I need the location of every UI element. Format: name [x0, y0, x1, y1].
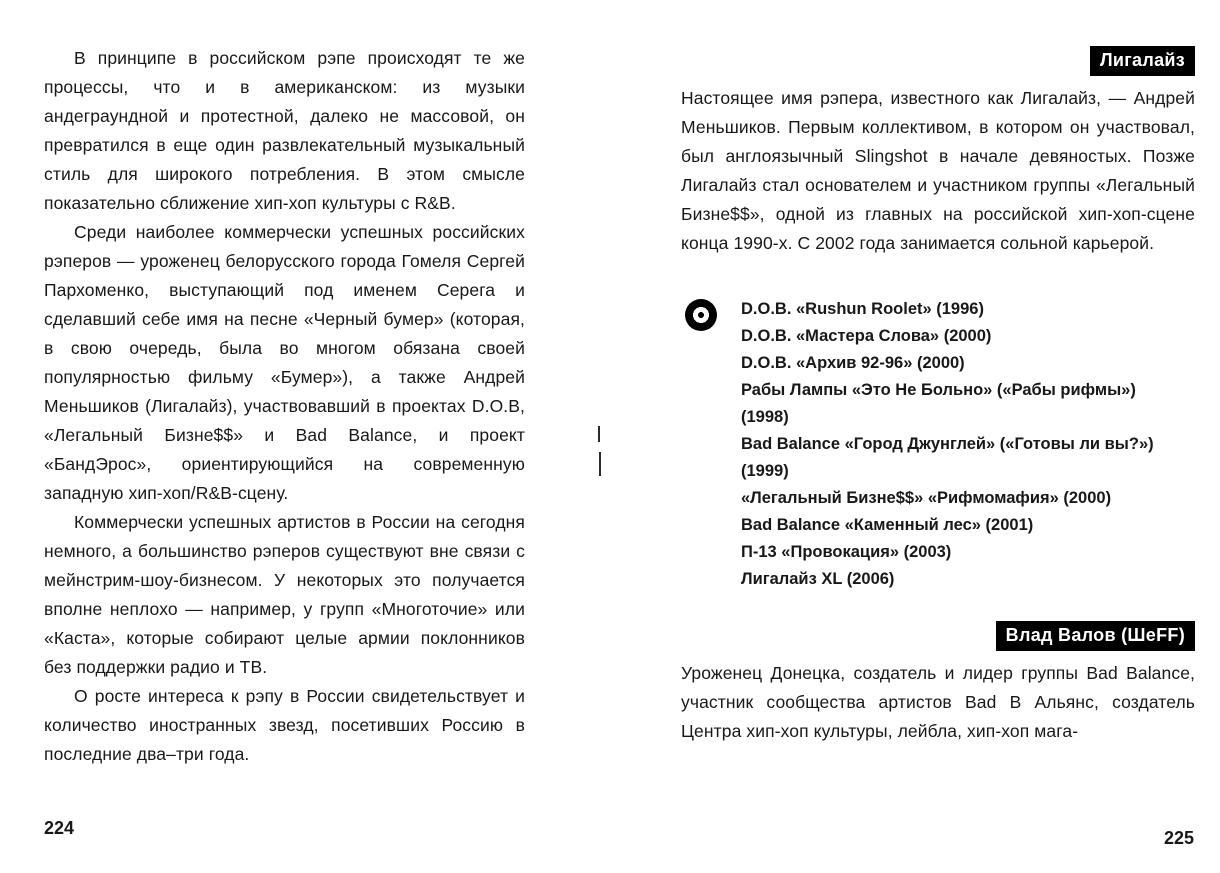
- cd-disc-icon: [685, 299, 717, 331]
- artist-intro-paragraph: Настоящее имя рэпера, известного как Лигалайз, — Андрей Меньшиков. Первым коллективом, в котором он участвовал, был англоязычный Slingshot в начале девяностых. Позже Лигалайз стал основателем и участником группы «Легальный Бизне$$», одной из главных на российской хип-хоп-сцене конца 1990-х. С 2002 года занимается сольной карьерой.: [681, 88, 1195, 253]
- discography-list: [741, 296, 1161, 593]
- artist-heading-row: [681, 621, 1195, 651]
- page-number-right: 225: [1163, 828, 1194, 848]
- artist-heading-row: [681, 46, 1195, 76]
- discography-item: D.O.B. «Архив 92-96» (2000): [741, 354, 965, 372]
- discography-item: Bad Balance «Каменный лес» (2001): [741, 516, 1034, 534]
- gutter-mark: [598, 426, 600, 442]
- discography-item: D.O.B. «Rushun Roolet» (1996): [741, 300, 984, 318]
- discography-item: Рабы Лампы «Это Не Больно» («Рабы рифмы») (1998): [741, 381, 1136, 426]
- discography-item: D.O.B. «Мастера Слова» (2000): [741, 327, 992, 345]
- body-paragraph: Среди наиболее коммерчески успешных российских рэперов — уроженец белорусского города Гомеля Сергей Пархоменко, выступающий под именем Серега и сделавший себе имя на песне «Черный бумер» (которая, в свою очередь, была во многом обязана своей популярностью фильму «Бумер»), а также Андрей Меньшиков (Лигалайз), участвовавший в проектах D.O.B, «Легальный Бизне$$» и Bad Balance, и проект «БандЭрос», ориентирующийся на современную западную хип-хоп/R&B-сцену.: [44, 222, 525, 503]
- body-paragraph: Коммерчески успешных артистов в России на сегодня немного, а большинство рэперов существуют вне связи с мейнстрим-шоу-бизнесом. У некоторых это получается вполне неплохо — например, у групп «Многоточие» или «Каста», которые собирают целые армии поклонников без поддержки радио и ТВ.: [44, 512, 525, 677]
- discography-item: П-13 «Провокация» (2003): [741, 543, 952, 561]
- page-number-left: 224: [44, 818, 75, 838]
- artist-intro-paragraph: Уроженец Донецка, создатель и лидер группы Bad Balance, участник сообщества артистов Bad В Альянс, создатель Центра хип-хоп культуры, лейбла, хип-хоп мага-: [681, 663, 1195, 741]
- discography-item: «Легальный Бизне$$» «Рифмомафия» (2000): [741, 489, 1112, 507]
- discography-block: [681, 296, 1195, 593]
- page-right: [681, 46, 1195, 746]
- page-left: [44, 44, 525, 769]
- artist-name-badge: Лигалайз: [1090, 46, 1195, 76]
- artist-name-badge: Влад Валов (ШеFF): [996, 621, 1195, 651]
- body-paragraph: В принципе в российском рэпе происходят те же процессы, что и в американском: из музыки андеграундной и протестной, далеко не массовой, он превратился в еще один развлекательный музыкальный стиль для широкого потребления. В этом смысле показательно сближение хип-хоп культуры с R&B.: [44, 48, 525, 213]
- gutter-mark: [599, 452, 601, 476]
- discography-item: Bad Balance «Город Джунглей» («Готовы ли вы?») (1999): [741, 435, 1154, 480]
- discography-item: Лигалайз XL (2006): [741, 570, 895, 588]
- body-paragraph: О росте интереса к рэпу в России свидетельствует и количество иностранных звезд, посетивших Россию в последние два–три года.: [44, 686, 525, 764]
